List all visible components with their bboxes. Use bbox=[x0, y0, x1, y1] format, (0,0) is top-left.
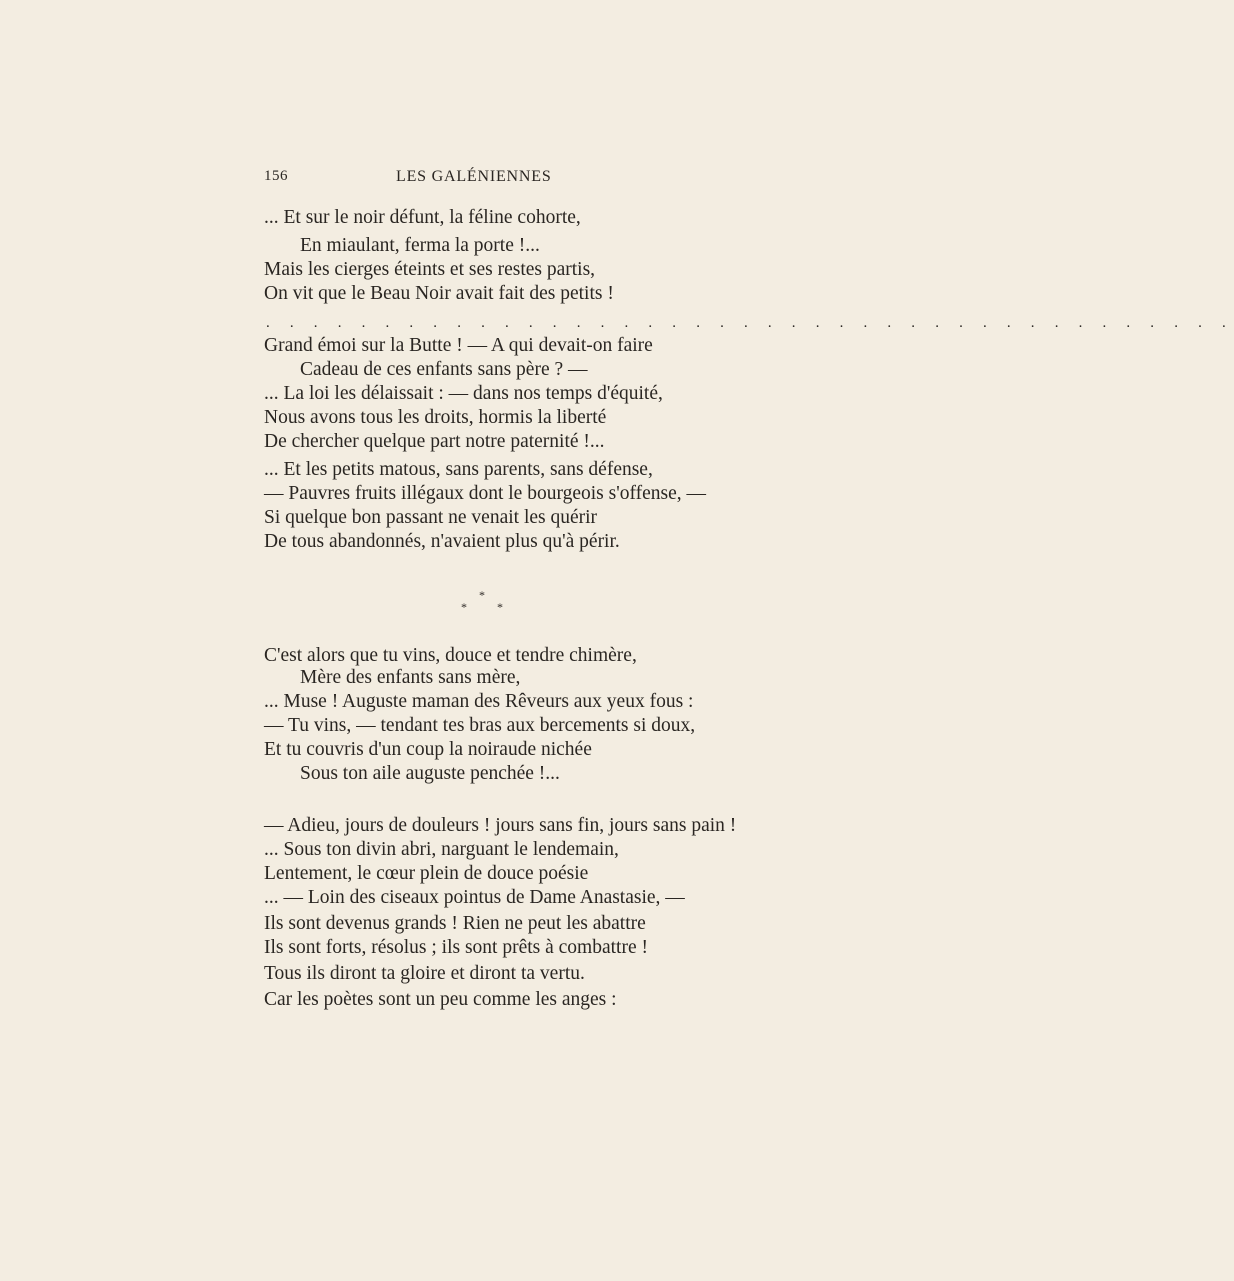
separator-dots: . . . . . . . . . . . . . . . . . . . . . . . . . . . . . . . . . . . . . . . . . bbox=[266, 315, 1234, 331]
poem-line: Nous avons tous les droits, hormis la liberté bbox=[264, 407, 607, 428]
poem-line: Sous ton aile auguste penchée !... bbox=[300, 763, 560, 784]
poem-line: ... — Loin des ciseaux pointus de Dame Anastasie, — bbox=[264, 887, 685, 908]
poem-line: Mère des enfants sans mère, bbox=[300, 667, 521, 688]
asterism-star: * bbox=[497, 600, 503, 614]
poem-line: ... Et sur le noir défunt, la féline cohorte, bbox=[264, 207, 581, 228]
poem-line: De tous abandonnés, n'avaient plus qu'à périr. bbox=[264, 531, 620, 552]
poem-line: — Adieu, jours de douleurs ! jours sans fin, jours sans pain ! bbox=[264, 815, 737, 836]
running-title: LES GALÉNIENNES bbox=[396, 168, 552, 185]
poem-line: Mais les cierges éteints et ses restes partis, bbox=[264, 259, 596, 280]
poem-line: Ils sont devenus grands ! Rien ne peut les abattre bbox=[264, 913, 646, 934]
poem-line: Grand émoi sur la Butte ! — A qui devait-on faire bbox=[264, 335, 653, 356]
poem-line: Tous ils diront ta gloire et diront ta vertu. bbox=[264, 963, 585, 984]
poem-line: De chercher quelque part notre paternité !... bbox=[264, 431, 605, 452]
poem-line: ... Muse ! Auguste maman des Rêveurs aux yeux fous : bbox=[264, 691, 694, 712]
asterism bbox=[455, 588, 515, 622]
poem-line: Cadeau de ces enfants sans père ? — bbox=[300, 359, 588, 380]
poem-line: — Tu vins, — tendant tes bras aux bercements si doux, bbox=[264, 715, 696, 736]
poem-line: ... La loi les délaissait : — dans nos temps d'équité, bbox=[264, 383, 663, 404]
poem-line: C'est alors que tu vins, douce et tendre chimère, bbox=[264, 645, 637, 666]
page-number: 156 bbox=[264, 168, 288, 184]
poem-line: On vit que le Beau Noir avait fait des petits ! bbox=[264, 283, 614, 304]
page-header bbox=[264, 168, 724, 192]
poem-line: ... Sous ton divin abri, narguant le lendemain, bbox=[264, 839, 619, 860]
poem-line: Si quelque bon passant ne venait les quérir bbox=[264, 507, 598, 528]
poem-line: En miaulant, ferma la porte !... bbox=[300, 235, 540, 256]
asterism-star: * bbox=[479, 588, 485, 602]
poem-line: — Pauvres fruits illégaux dont le bourgeois s'offense, — bbox=[264, 483, 707, 504]
poem-line: Lentement, le cœur plein de douce poésie bbox=[264, 863, 589, 884]
poem-line: Et tu couvris d'un coup la noiraude nichée bbox=[264, 739, 592, 760]
asterism-star: * bbox=[461, 600, 467, 614]
poem-line: Car les poètes sont un peu comme les anges : bbox=[264, 989, 617, 1010]
poem-line: Ils sont forts, résolus ; ils sont prêts à combattre ! bbox=[264, 937, 648, 958]
poem-line: ... Et les petits matous, sans parents, sans défense, bbox=[264, 459, 653, 480]
